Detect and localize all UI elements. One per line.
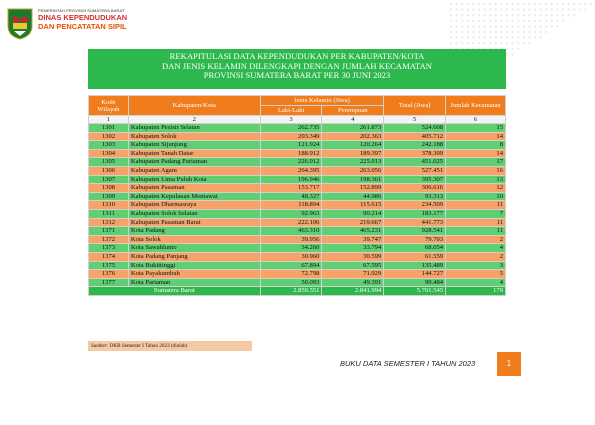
cell-perempuan: 39.747 xyxy=(322,235,384,244)
table-row xyxy=(89,192,506,201)
header-jumlah-kecamatan: Jumlah Kecamatan xyxy=(446,96,506,116)
cell-laki: 153.717 xyxy=(260,184,322,193)
agency-name-line2: DAN PENCATATAN SIPIL xyxy=(38,22,127,31)
cell-nama: Kabupaten Padang Pariaman xyxy=(128,158,260,167)
cell-nama: Kota Bukittinggi xyxy=(128,261,260,270)
total-jiwa: 5.701.545 xyxy=(384,287,446,296)
table-row xyxy=(89,149,506,158)
total-perempuan: 2.841.994 xyxy=(322,287,384,296)
cell-kec: 11 xyxy=(446,218,506,227)
header-laki-laki: Laki-Laki xyxy=(260,106,322,116)
agency-name-line1: DINAS KEPENDUDUKAN xyxy=(38,13,128,22)
header-perempuan: Perempuan xyxy=(322,106,384,116)
total-label: Sumatera Barat xyxy=(89,287,261,296)
province-emblem-icon xyxy=(6,6,34,40)
population-table xyxy=(88,95,506,296)
source-label: Sumber xyxy=(91,343,107,349)
cell-kec: 11 xyxy=(446,201,506,210)
cell-nama: Kabupaten Pasaman Barat xyxy=(128,218,260,227)
cell-laki: 264.395 xyxy=(260,166,322,175)
table-row xyxy=(89,184,506,193)
report-title-line3: PROVINSI SUMATERA BARAT PER 30 JUNI 2023 xyxy=(203,70,391,81)
cell-kode: 1302 xyxy=(89,132,129,141)
table-row xyxy=(89,252,506,261)
table-row xyxy=(89,124,506,133)
cell-nama: Kabupaten Lima Puluh Kota xyxy=(128,175,260,184)
cell-nama: Kota Sawahlunto xyxy=(128,244,260,253)
cell-total: 395.307 xyxy=(384,175,446,184)
cell-nama: Kabupaten Pesisir Selatan xyxy=(128,124,260,133)
cell-perempuan: 44.986 xyxy=(322,192,384,201)
cell-kode: 1303 xyxy=(89,141,129,150)
cell-total: 135.489 xyxy=(384,261,446,270)
header-kode-wilayah: Kode Wilayah xyxy=(89,96,129,116)
cell-laki: 226.012 xyxy=(260,158,322,167)
col-number: 3 xyxy=(260,116,322,124)
cell-total: 378.309 xyxy=(384,149,446,158)
cell-kec: 7 xyxy=(446,209,506,218)
cell-total: 524.608 xyxy=(384,124,446,133)
cell-kec: 11 xyxy=(446,227,506,236)
cell-kec: 15 xyxy=(446,124,506,133)
cell-kode: 1373 xyxy=(89,244,129,253)
agency-header xyxy=(38,8,127,31)
cell-perempuan: 198.361 xyxy=(322,175,384,184)
cell-total: 441.773 xyxy=(384,218,446,227)
cell-kode: 1377 xyxy=(89,278,129,287)
cell-nama: Kota Padang Panjang xyxy=(128,252,260,261)
cell-kec: 17 xyxy=(446,158,506,167)
cell-laki: 72.798 xyxy=(260,270,322,279)
table-row xyxy=(89,201,506,210)
cell-perempuan: 115.615 xyxy=(322,201,384,210)
cell-total: 234.509 xyxy=(384,201,446,210)
cell-perempuan: 67.595 xyxy=(322,261,384,270)
book-title: BUKU DATA SEMESTER I TAHUN 2023 xyxy=(340,359,476,368)
cell-kec: 16 xyxy=(446,166,506,175)
report-title xyxy=(88,49,506,89)
table-row xyxy=(89,218,506,227)
cell-perempuan: 225.013 xyxy=(322,158,384,167)
table-row xyxy=(89,227,506,236)
cell-laki: 48.327 xyxy=(260,192,322,201)
cell-kec: 2 xyxy=(446,252,506,261)
cell-laki: 121.924 xyxy=(260,141,322,150)
cell-kec: 10 xyxy=(446,192,506,201)
cell-nama: Kabupaten Solok xyxy=(128,132,260,141)
table-row xyxy=(89,175,506,184)
cell-laki: 92.963 xyxy=(260,209,322,218)
cell-nama: Kabupaten Sijunjung xyxy=(128,141,260,150)
cell-perempuan: 261.873 xyxy=(322,124,384,133)
cell-nama: Kabupaten Kepulauan Mentawai xyxy=(128,192,260,201)
cell-kec: 5 xyxy=(446,270,506,279)
header-total: Total (Jiwa) xyxy=(384,96,446,116)
cell-total: 183.177 xyxy=(384,209,446,218)
cell-perempuan: 120.264 xyxy=(322,141,384,150)
cell-total: 79.703 xyxy=(384,235,446,244)
cell-kode: 1375 xyxy=(89,261,129,270)
cell-kode: 1307 xyxy=(89,175,129,184)
cell-kode: 1371 xyxy=(89,227,129,236)
cell-laki: 188.912 xyxy=(260,149,322,158)
cell-laki: 50.093 xyxy=(260,278,322,287)
cell-perempuan: 263.056 xyxy=(322,166,384,175)
cell-total: 451.025 xyxy=(384,158,446,167)
header-kabupaten-kota: Kabupaten/Kota xyxy=(128,96,260,116)
cell-kode: 1308 xyxy=(89,184,129,193)
cell-total: 93.313 xyxy=(384,192,446,201)
table-row xyxy=(89,158,506,167)
total-kecamatan: 179 xyxy=(446,287,506,296)
cell-kec: 13 xyxy=(446,175,506,184)
cell-kode: 1376 xyxy=(89,270,129,279)
cell-perempuan: 90.214 xyxy=(322,209,384,218)
cell-laki: 34.260 xyxy=(260,244,322,253)
cell-perempuan: 465.231 xyxy=(322,227,384,236)
table-row xyxy=(89,209,506,218)
cell-nama: Kabupaten Agam xyxy=(128,166,260,175)
cell-laki: 118.894 xyxy=(260,201,322,210)
cell-kode: 1306 xyxy=(89,166,129,175)
table-row xyxy=(89,244,506,253)
col-number: 4 xyxy=(322,116,384,124)
report-title-line1: REKAPITULASI DATA KEPENDUDUKAN PER KABUPATEN/KOTA xyxy=(169,51,425,61)
cell-kode: 1374 xyxy=(89,252,129,261)
cell-perempuan: 219.667 xyxy=(322,218,384,227)
cell-total: 527.451 xyxy=(384,166,446,175)
col-number: 1 xyxy=(89,116,129,124)
source-text: : DKB Semester I Tahun 2023 (diolah) xyxy=(106,343,188,349)
col-number: 5 xyxy=(384,116,446,124)
cell-total: 306.616 xyxy=(384,184,446,193)
table-row xyxy=(89,166,506,175)
cell-nama: Kota Pariaman xyxy=(128,278,260,287)
cell-laki: 196.946 xyxy=(260,175,322,184)
cell-kec: 4 xyxy=(446,278,506,287)
table-row xyxy=(89,141,506,150)
cell-kec: 14 xyxy=(446,149,506,158)
table-row xyxy=(89,261,506,270)
header-jenis-kelamin: Jenis Kelamin (Jiwa) xyxy=(260,96,384,106)
cell-kec: 12 xyxy=(446,184,506,193)
cell-nama: Kabupaten Pasaman xyxy=(128,184,260,193)
cell-laki: 463.310 xyxy=(260,227,322,236)
cell-total: 61.559 xyxy=(384,252,446,261)
cell-total: 242.188 xyxy=(384,141,446,150)
page-number: 1 xyxy=(497,352,521,376)
cell-nama: Kota Padang xyxy=(128,227,260,236)
cell-nama: Kota Solok xyxy=(128,235,260,244)
report-title-line2: DAN JENIS KELAMIN DILENGKAPI DENGAN JUMLAH KECAMATAN xyxy=(162,60,432,71)
cell-perempuan: 49.391 xyxy=(322,278,384,287)
cell-nama: Kabupaten Dharmasraya xyxy=(128,201,260,210)
province-label: PEMERINTAH PROVINSI SUMATERA BARAT xyxy=(38,8,125,13)
cell-nama: Kabupaten Solok Selatan xyxy=(128,209,260,218)
cell-kec: 4 xyxy=(446,244,506,253)
cell-kec: 8 xyxy=(446,141,506,150)
cell-kode: 1305 xyxy=(89,158,129,167)
cell-total: 68.054 xyxy=(384,244,446,253)
cell-total: 928.541 xyxy=(384,227,446,236)
cell-kec: 2 xyxy=(446,235,506,244)
cell-kec: 3 xyxy=(446,261,506,270)
table-row xyxy=(89,270,506,279)
table-total-row xyxy=(89,287,506,296)
table-row xyxy=(89,278,506,287)
cell-kode: 1304 xyxy=(89,149,129,158)
cell-perempuan: 30.599 xyxy=(322,252,384,261)
col-number: 2 xyxy=(128,116,260,124)
cell-kode: 1372 xyxy=(89,235,129,244)
table-row xyxy=(89,235,506,244)
cell-laki: 222.106 xyxy=(260,218,322,227)
cell-kode: 1301 xyxy=(89,124,129,133)
cell-perempuan: 152.899 xyxy=(322,184,384,193)
col-number: 6 xyxy=(446,116,506,124)
cell-perempuan: 189.397 xyxy=(322,149,384,158)
cell-total: 99.484 xyxy=(384,278,446,287)
cell-kode: 1312 xyxy=(89,218,129,227)
cell-total: 405.712 xyxy=(384,132,446,141)
cell-perempuan: 33.794 xyxy=(322,244,384,253)
source-note xyxy=(88,341,252,351)
cell-nama: Kota Payakumbuh xyxy=(128,270,260,279)
cell-laki: 262.735 xyxy=(260,124,322,133)
cell-laki: 203.349 xyxy=(260,132,322,141)
cell-kode: 1311 xyxy=(89,209,129,218)
cell-kode: 1309 xyxy=(89,192,129,201)
cell-nama: Kabupaten Tanah Datar xyxy=(128,149,260,158)
total-laki-laki: 2.859.551 xyxy=(260,287,322,296)
cell-perempuan: 71.929 xyxy=(322,270,384,279)
cell-perempuan: 202.363 xyxy=(322,132,384,141)
table-row xyxy=(89,132,506,141)
cell-kode: 1310 xyxy=(89,201,129,210)
cell-laki: 67.894 xyxy=(260,261,322,270)
cell-total: 144.727 xyxy=(384,270,446,279)
cell-laki: 39.956 xyxy=(260,235,322,244)
cell-kec: 14 xyxy=(446,132,506,141)
cell-laki: 30.960 xyxy=(260,252,322,261)
